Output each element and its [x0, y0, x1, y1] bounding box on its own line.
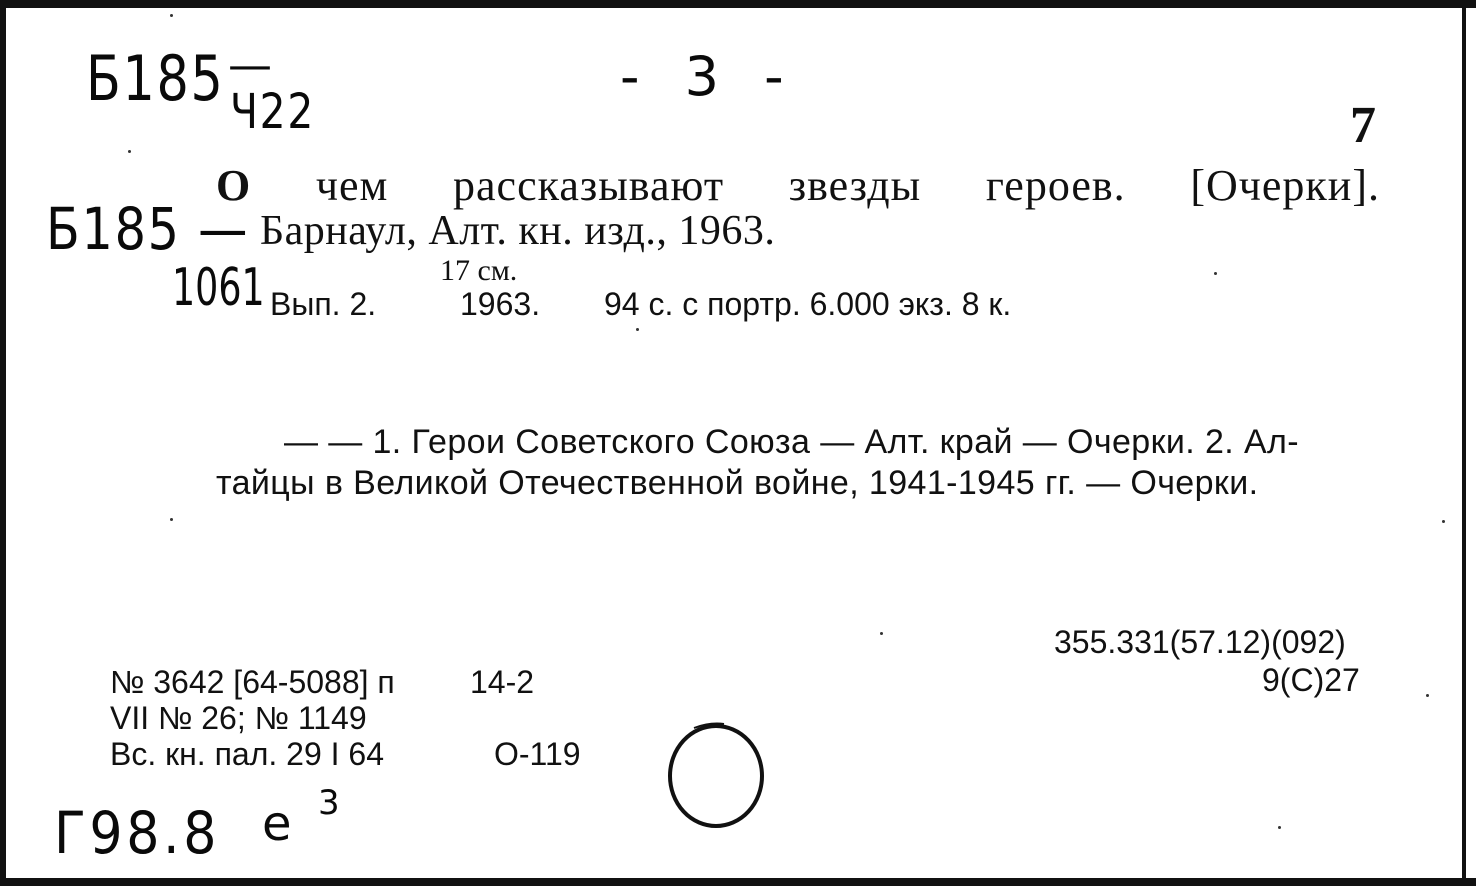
registry-line-2: VII № 26; № 1149 [110, 700, 367, 736]
entry-title-line [216, 160, 1380, 211]
handwritten-call-number-mid-sub: 1061 [172, 258, 265, 318]
handwritten-bottom-mark: Г98.8 [54, 799, 221, 867]
card-border-top [0, 0, 1476, 8]
title-word: рассказывают [453, 161, 725, 210]
entry-size: 17 см. [440, 254, 518, 287]
title-word: героев. [985, 161, 1126, 210]
registry-line-1-code: 14-2 [470, 664, 535, 700]
entry-issue-year: 1963. [460, 286, 541, 322]
subject-headings-line-1: — — 1. Герои Советского Союза — Алт. край — Очерки. 2. Ал- [284, 423, 1300, 461]
bbk-index: 9(С)27 [1262, 662, 1360, 698]
registry-line-1: № 3642 [64-5088] п [110, 664, 395, 700]
scan-speck [636, 328, 639, 331]
scan-speck [1442, 520, 1445, 523]
scan-speck [1214, 272, 1217, 275]
handwritten-bottom-mark-letter: е [262, 796, 292, 852]
entry-issue: Вып. 2. [270, 286, 377, 322]
udc-index: 355.331(57.12)(092) [1054, 624, 1346, 660]
handwritten-call-number-mid: Б185 — [46, 195, 250, 263]
scan-speck [1278, 826, 1281, 829]
registry-line-3: Вс. кн. пал. 29 I 64 [110, 736, 385, 772]
scan-speck [128, 150, 131, 153]
scan-speck [170, 518, 173, 521]
handwritten-call-number-top: Б185 [86, 42, 225, 115]
card-border-bottom [0, 878, 1476, 886]
handwritten-call-number-top-sub: Ч22 [230, 84, 315, 140]
card-border-right [1462, 0, 1466, 886]
title-word: звезды [788, 161, 922, 210]
handwritten-page-mark: - 3 - [620, 45, 798, 108]
scan-speck [1426, 694, 1429, 697]
scan-speck [880, 632, 883, 635]
title-word: [Очерки]. [1190, 161, 1380, 210]
entry-physical-description: 94 с. с портр. 6.000 экз. 8 к. [604, 286, 1012, 322]
card-border-left [0, 0, 6, 886]
card-hole [664, 712, 774, 830]
title-word: чем [315, 161, 389, 210]
card-number: 7 [1350, 97, 1376, 154]
registry-line-3-code: О-119 [494, 736, 581, 772]
title-word: О [216, 161, 252, 210]
entry-imprint: Барнаул, Алт. кн. изд., 1963. [260, 208, 776, 254]
handwritten-call-number-top-dash: — [228, 40, 272, 91]
handwritten-bottom-mark-sup: 3 [318, 783, 340, 823]
subject-headings-line-2: тайцы в Великой Отечественной войне, 1941-1945 гг. — Очерки. [216, 464, 1259, 502]
scan-speck [170, 14, 173, 17]
